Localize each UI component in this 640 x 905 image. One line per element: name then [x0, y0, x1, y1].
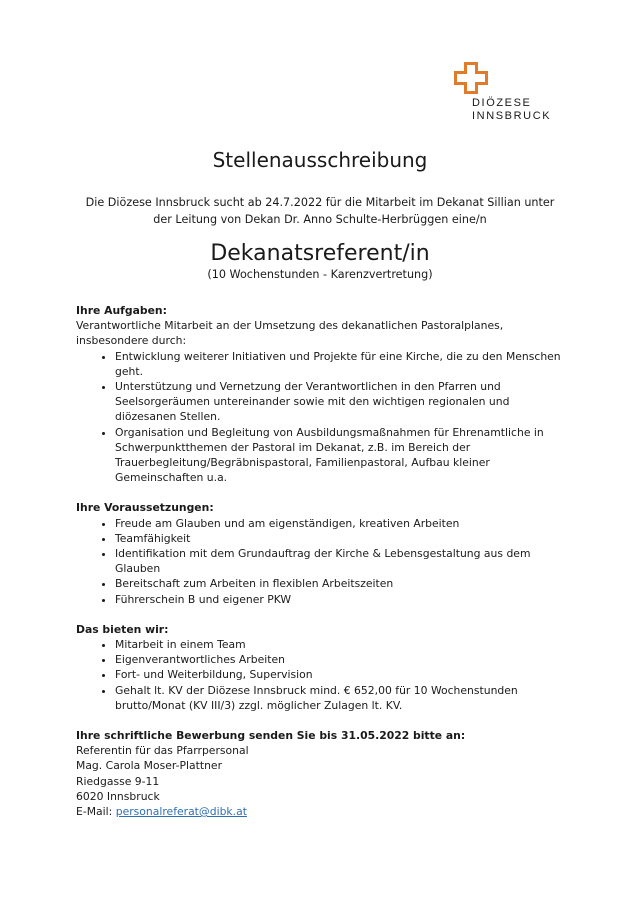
- offer-list: [76, 637, 566, 713]
- tasks-list: [76, 349, 566, 486]
- application-section: [76, 728, 566, 819]
- logo-text: [472, 97, 551, 123]
- list-item: • Freude am Glauben und am eigenständigen, kreativen Arbeiten: [115, 516, 566, 531]
- contact-line-1: Referentin für das Pfarrpersonal: [76, 744, 249, 758]
- list-item: • Unterstützung und Vernetzung der Verantwortlichen in den Pfarren und Seelsorgeräumen untereinander sowie mit den wichtigen regionalen und diözesanen Stellen.: [115, 379, 566, 425]
- intro-text: [60, 194, 580, 228]
- contact-line-3: Riedgasse 9-11: [76, 774, 160, 788]
- intro-line-2: der Leitung von Dekan Dr. Anno Schulte-Herbrüggen eine/n: [153, 213, 487, 226]
- cross-logo-icon: [452, 62, 490, 94]
- list-item: • Gehalt lt. KV der Diözese Innsbruck mind. € 652,00 für 10 Wochenstunden brutto/Monat (KV III/3) zzgl. möglicher Zulagen lt. KV.: [115, 683, 566, 713]
- offer-heading: Das bieten wir:: [76, 622, 169, 636]
- requirements-list: [76, 516, 566, 607]
- list-item: • Organisation und Begleitung von Ausbildungsmaßnahmen für Ehrenamtliche in Schwerpunktthemen der Pastoral im Dekanat, z.B. im Bereich der Trauerbegleitung/Begräbnispastoral, Familienpastoral, Aufbau kleiner Gemeinschaften u.a.: [115, 425, 566, 486]
- offer-section: [76, 622, 566, 713]
- email-line: [76, 804, 566, 819]
- list-item: • Entwicklung weiterer Initiativen und Projekte für eine Kirche, die zu den Menschen geht.: [115, 349, 566, 379]
- list-item: • Fort- und Weiterbildung, Supervision: [115, 667, 566, 682]
- contact-line-2: Mag. Carola Moser-Plattner: [76, 759, 223, 773]
- list-item: • Bereitschaft zum Arbeiten in flexiblen Arbeitszeiten: [115, 576, 566, 591]
- requirements-heading: Ihre Voraussetzungen:: [76, 501, 214, 515]
- tasks-section: [76, 303, 566, 485]
- page-title: Stellenausschreibung: [212, 148, 428, 172]
- list-item: • Mitarbeit in einem Team: [115, 637, 566, 652]
- list-item: • Identifikation mit dem Grundauftrag der Kirche & Lebensgestaltung aus dem Glauben: [115, 546, 566, 576]
- dioezese-logo: [452, 62, 562, 122]
- requirements-section: [76, 500, 566, 606]
- position-subtitle: (10 Wochenstunden - Karenzvertretung): [207, 268, 433, 281]
- list-item: • Teamfähigkeit: [115, 531, 566, 546]
- tasks-text-1: Verantwortliche Mitarbeit an der Umsetzung des dekanatlichen Pastoralplanes,: [76, 319, 504, 333]
- intro-line-1: Die Diözese Innsbruck sucht ab 24.7.2022 für die Mitarbeit im Dekanat Sillian unter: [85, 196, 555, 209]
- email-link[interactable]: personalreferat@dibk.at: [115, 805, 247, 819]
- logo-line-2: INNSBRUCK: [472, 110, 552, 122]
- logo-line-1: DIÖZESE: [472, 97, 532, 109]
- position-title: Dekanatsreferent/in: [210, 241, 430, 266]
- list-item: • Führerschein B und eigener PKW: [115, 592, 566, 607]
- email-label: E-Mail:: [76, 805, 116, 819]
- tasks-heading: Ihre Aufgaben:: [76, 304, 167, 317]
- tasks-text-2: insbesondere durch:: [76, 334, 187, 348]
- document-body: [76, 303, 566, 834]
- list-item: • Eigenverantwortliches Arbeiten: [115, 652, 566, 667]
- application-heading: Ihre schriftliche Bewerbung senden Sie bis 31.05.2022 bitte an:: [76, 729, 466, 743]
- contact-line-4: 6020 Innsbruck: [76, 789, 160, 803]
